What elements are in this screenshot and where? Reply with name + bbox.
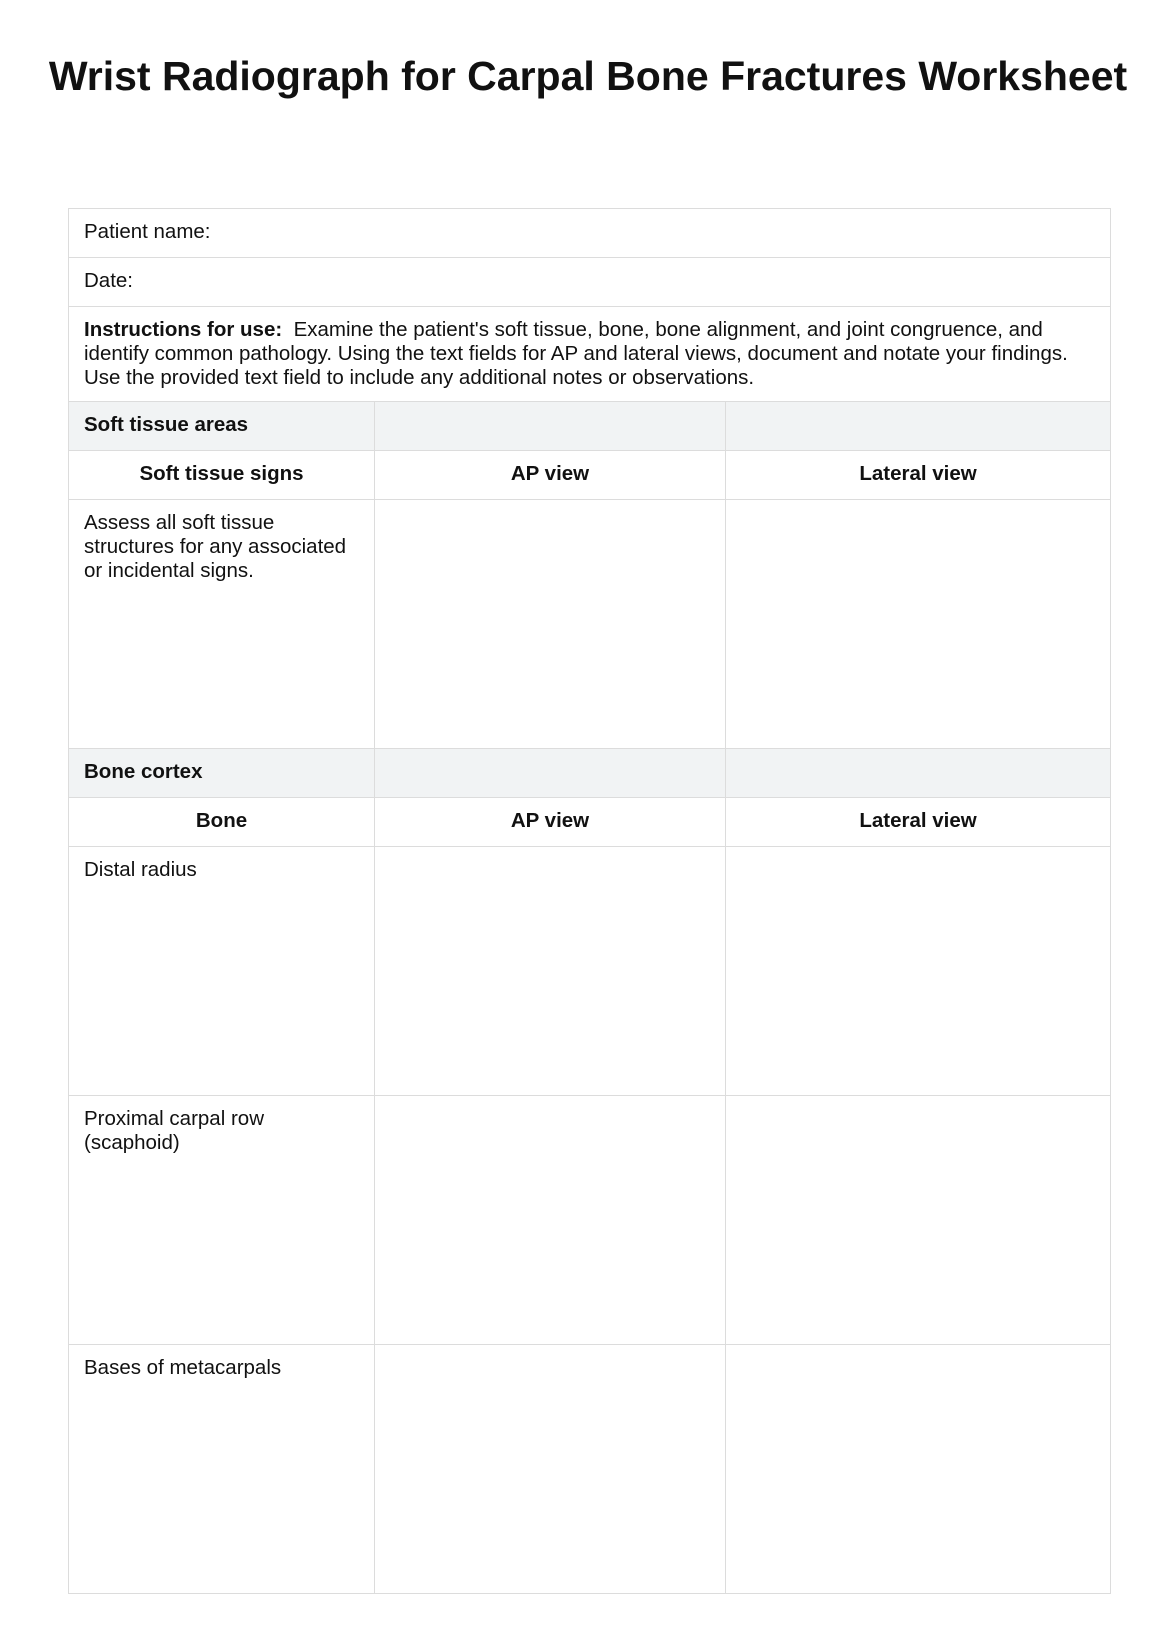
table-row	[69, 847, 1111, 1096]
row-label: Assess all soft tissue structures for any associated or incidental signs.	[69, 500, 375, 749]
section-bone-cortex: Bone cortex	[69, 749, 375, 798]
lateral-view-field[interactable]	[726, 847, 1111, 1096]
ap-view-field[interactable]	[375, 1096, 726, 1345]
row-label: Proximal carpal row (scaphoid)	[69, 1096, 375, 1345]
page-title: Wrist Radiograph for Carpal Bone Fractures Worksheet	[48, 53, 1128, 99]
col-header: Soft tissue signs	[69, 451, 375, 500]
row-label: Distal radius	[69, 847, 375, 1096]
col-header: Lateral view	[726, 451, 1111, 500]
section-cell	[726, 749, 1111, 798]
section-cell	[375, 749, 726, 798]
section-cell	[375, 402, 726, 451]
instructions-text: Examine the patient's soft tissue, bone, bone alignment, and joint congruence, and identify common pathology. Using the text fields for AP and lateral views, document and notate your findings. Use the provided text field to include any additional notes or observations.	[84, 318, 1068, 389]
section-soft-tissue: Soft tissue areas	[69, 402, 375, 451]
section-cell	[726, 402, 1111, 451]
instructions-label: Instructions for use:	[84, 318, 283, 341]
table-row	[69, 1096, 1111, 1345]
date-label: Date:	[84, 269, 133, 292]
ap-view-field[interactable]	[375, 500, 726, 749]
date-field[interactable]	[69, 258, 1111, 307]
col-header: Bone	[69, 798, 375, 847]
col-header: Lateral view	[726, 798, 1111, 847]
lateral-view-field[interactable]	[726, 1096, 1111, 1345]
patient-name-label: Patient name:	[84, 220, 211, 243]
col-header: AP view	[375, 451, 726, 500]
col-header: AP view	[375, 798, 726, 847]
ap-view-field[interactable]	[375, 847, 726, 1096]
lateral-view-field[interactable]	[726, 500, 1111, 749]
row-label: Bases of metacarpals	[69, 1345, 375, 1594]
worksheet-table	[68, 208, 1111, 1594]
instructions	[69, 307, 1111, 402]
table-row	[69, 500, 1111, 749]
table-row	[69, 1345, 1111, 1594]
lateral-view-field[interactable]	[726, 1345, 1111, 1594]
ap-view-field[interactable]	[375, 1345, 726, 1594]
patient-name-field[interactable]	[69, 209, 1111, 258]
